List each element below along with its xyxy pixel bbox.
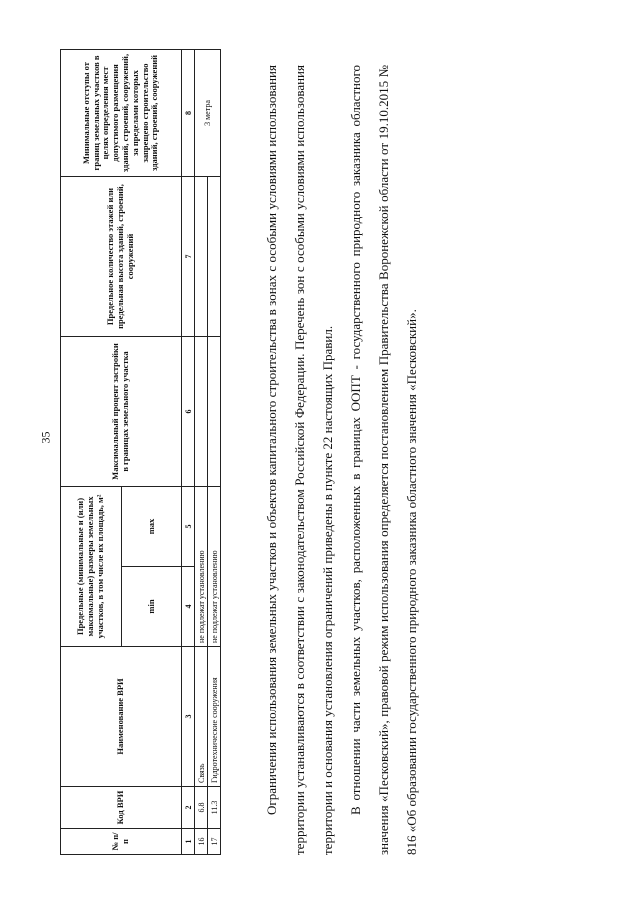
header-max: max bbox=[122, 487, 182, 567]
row-setback: 3 метра bbox=[195, 50, 221, 177]
header-percent: Максимальный процент застройки в границах земельного участка bbox=[61, 337, 182, 487]
header-name: Наименование ВРИ bbox=[61, 647, 182, 787]
header-num: № п/п bbox=[61, 829, 182, 855]
row-num: 17 bbox=[208, 829, 221, 855]
row-code: 11.3 bbox=[208, 787, 221, 829]
row-name: Гидротехнические сооружения bbox=[208, 647, 221, 787]
paragraph: В отношении части земельных участков, расположенных в границах ООПТ - государственного природного заказника областного значения «Песковский», правовой режим использования определяется постановлением Правительства Воронежской области от 19.10.2015 № 816 «Об образовании государственного природного заказника областного значения «Песковский». bbox=[347, 65, 419, 855]
page-number: 35 bbox=[38, 431, 53, 444]
row-min: не подлежат установлению bbox=[208, 487, 221, 647]
row-num: 16 bbox=[195, 829, 208, 855]
column-number: 7 bbox=[182, 177, 195, 337]
column-number: 1 bbox=[182, 829, 195, 855]
rotated-page-content bbox=[60, 50, 605, 855]
row-code: 6.8 bbox=[195, 787, 208, 829]
header-floors: Предельное количество этажей или предельная высота зданий, строений, сооружений bbox=[61, 177, 182, 337]
row-percent bbox=[195, 337, 208, 487]
vri-table bbox=[60, 49, 221, 855]
row-name: Связь bbox=[195, 647, 208, 787]
row-min: не подлежат установлению bbox=[195, 487, 208, 647]
header-setback: Минимальные отступы от границ земельных участков в целях определения мест допустимого размещения зданий, строений, сооружений, за пределами которых запрещено строительство зданий, строений, сооружений bbox=[61, 50, 182, 177]
column-number: 4 bbox=[182, 567, 195, 647]
row-floors bbox=[195, 177, 208, 337]
column-number: 3 bbox=[182, 647, 195, 787]
header-code: Код ВРИ bbox=[61, 787, 182, 829]
header-area-group: Предельные (минимальные и (или) максимальные) размеры земельных участков, в том числе их площадь, м² bbox=[61, 487, 122, 647]
row-percent bbox=[208, 337, 221, 487]
column-number: 8 bbox=[182, 50, 195, 177]
paragraph: Ограничения использования земельных участков и объектов капитального строительства в зонах с особыми условиями использования территории устанавливаются в соответствии с законодательством Российской Федерации. Перечень зон с особыми условиями использования территории и основания установления ограничений приведены в пункте 22 настоящих Правил. bbox=[264, 65, 335, 855]
body-text bbox=[258, 65, 426, 855]
table-row bbox=[195, 50, 208, 855]
column-number: 6 bbox=[182, 337, 195, 487]
column-number: 5 bbox=[182, 487, 195, 567]
row-floors bbox=[208, 177, 221, 337]
column-number: 2 bbox=[182, 787, 195, 829]
header-min: min bbox=[122, 567, 182, 647]
